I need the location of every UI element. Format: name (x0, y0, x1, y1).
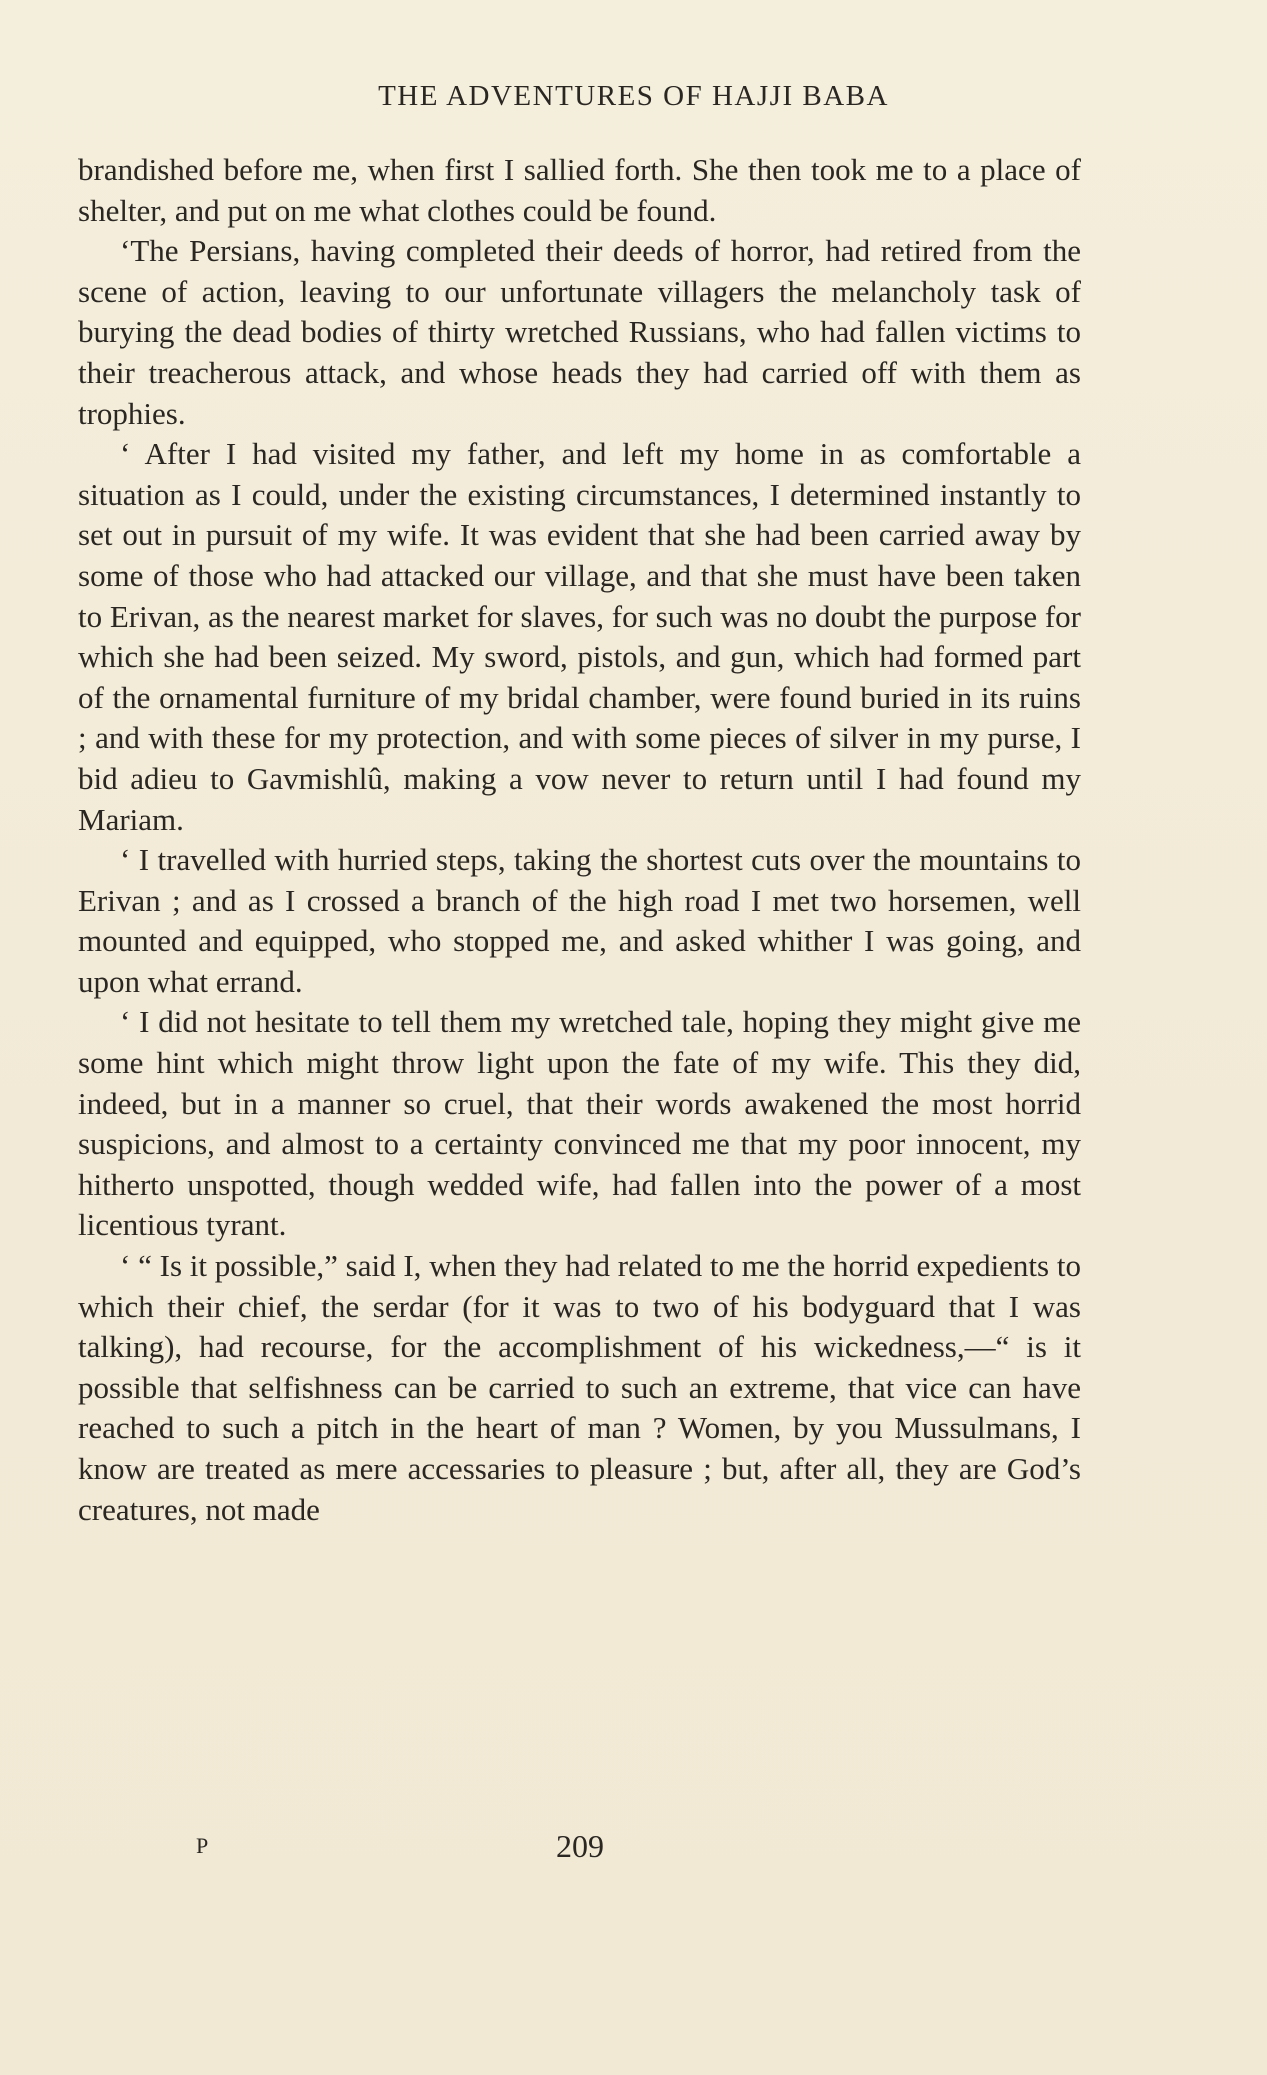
page-number: 209 (556, 1828, 604, 1864)
paragraph: ‘The Persians, having completed their deeds of horror, had retired from the scene of action, leaving to our unfortunate villagers the melancholy task of burying the dead bodies of thirty wretched Russians, who had fallen victims to their treacherous attack, and whose heads they had carried off with them as trophies. (78, 233, 1081, 431)
paragraph: ‘ “ Is it possible,” said I, when they had related to me the horrid expedients to which their chief, the serdar (for it was to two of his bodyguard that I was talking), had recourse, for the accomplishment of his wickedness,—“ is it possible that selfishness can be carried to such an extreme, that vice can have reached to such a pitch in the heart of man ? Women, by you Mussulmans, I know are treated as mere accessaries to pleasure ; but, after all, they are God’s creatures, not made (78, 1248, 1081, 1527)
paragraph: ‘ After I had visited my father, and left my home in as comfortable a situation as I could, under the existing circumstances, I determined instantly to set out in pursuit of my wife. It was evident that she had been carried away by some of those who had attacked our village, and that she must have been taken to Erivan, as the nearest market for slaves, for such was no doubt the purpose for which she had been seized. My sword, pistols, and gun, which had formed part of the ornamental furniture of my bridal chamber, were found buried in its ruins ; and with these for my protection, and with some pieces of silver in my purse, I bid adieu to Gavmishlû, making a vow never to return until I had found my Mariam. (78, 436, 1081, 837)
paragraph: ‘ I travelled with hurried steps, taking the shortest cuts over the mountains to Erivan ; and as I crossed a branch of the high road I met two horsemen, well mounted and equipped, who stopped me, and asked whither I was going, and upon what errand. (78, 842, 1081, 999)
page-footer (0, 1826, 1267, 1866)
paragraph: ‘ I did not hesitate to tell them my wretched tale, hoping they might give me some hint which might throw light upon the fate of my wife. This they did, indeed, but in a manner so cruel, that their words awakened the most horrid suspicions, and almost to a certainty convinced me that my poor innocent, my hitherto unspotted, though wedded wife, had fallen into the power of a most licentious tyrant. (78, 1004, 1081, 1243)
signature-mark: P (196, 1833, 210, 1858)
body-text (78, 150, 1081, 1530)
running-head: THE ADVENTURES OF HAJJI BABA (378, 80, 889, 112)
paragraph: brandished before me, when first I sallied forth. She then took me to a place of shelter, and put on me what clothes could be found. (78, 152, 1081, 228)
